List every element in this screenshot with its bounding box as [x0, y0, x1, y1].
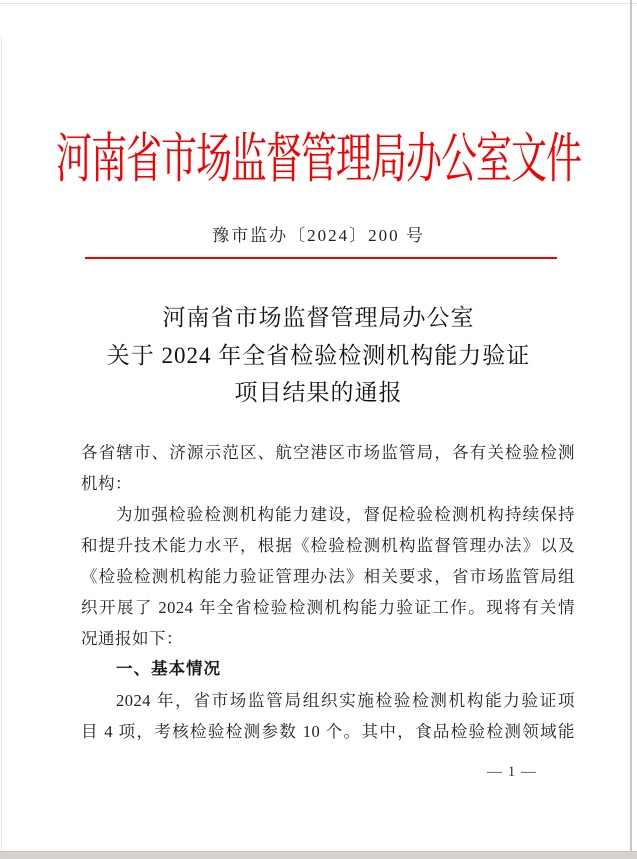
title-line: 关于 2024 年全省检验检测机构能力验证	[106, 342, 531, 368]
body-line: 况通报如下：	[81, 629, 183, 648]
body-line: 织开展了 2024 年全省检验检测机构能力验证工作。现将有关情	[81, 598, 575, 617]
letterhead-separator-rule	[85, 257, 557, 259]
title-line: 河南省市场监督管理局办公室	[162, 305, 475, 330]
body-line: 为加强检验检测机构能力建设，督促检验检测机构持续保持	[116, 505, 575, 524]
body-line: 2024 年，省市场监管局组织实施检验检测机构能力验证项	[116, 691, 575, 710]
title-line: 项目结果的通报	[234, 380, 403, 405]
body-line: 目 4 项，考核检验检测参数 10 个。其中，食品检验检测领域能	[81, 722, 575, 741]
page-number: — 1 —	[487, 764, 537, 780]
document-reference-number: 豫市监办〔2024〕200 号	[212, 226, 425, 245]
document-body	[81, 437, 575, 747]
body-line-salutation: 机构：	[81, 474, 132, 493]
body-line: 和提升技术能力水平，根据《检验检测机构监督管理办法》以及	[81, 536, 575, 555]
page-edge-bottom	[0, 851, 637, 859]
section-heading: 一、基本情况	[116, 660, 221, 678]
body-line: 《检验检测机构能力验证管理办法》相关要求，省市场监管局组	[81, 567, 575, 586]
body-line-salutation: 各省辖市、济源示范区、航空港区市场监管局，各有关检验检测	[81, 443, 575, 462]
agency-letterhead-title: 河南省市场监督管理局办公室文件	[55, 129, 581, 189]
document-title	[0, 299, 637, 412]
page-edge-top	[0, 3, 637, 4]
